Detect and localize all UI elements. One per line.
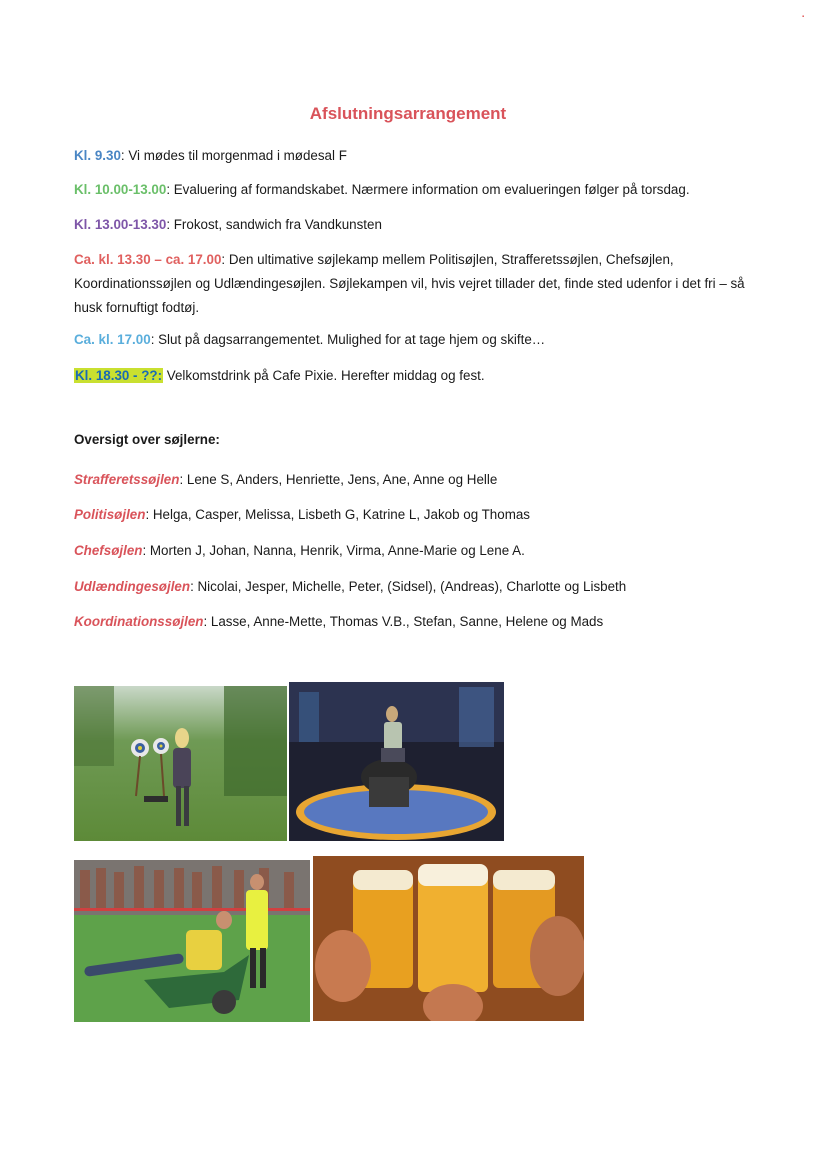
team-members: : Helga, Casper, Melissa, Lisbeth G, Katrine L, Jakob og Thomas — [145, 507, 530, 522]
team-row — [74, 503, 754, 527]
team-row — [74, 575, 754, 599]
document-title: Afslutningsarrangement — [309, 104, 507, 123]
schedule-time: Ca. kl. 13.30 – ca. 17.00 — [74, 252, 222, 267]
scan-mark: ▪ — [802, 14, 805, 20]
team-name: Chefsøjlen — [74, 543, 143, 558]
schedule-item — [74, 213, 754, 237]
schedule-text: Velkomstdrink på Cafe Pixie. Herefter middag og fest. — [163, 368, 485, 383]
team-members: : Morten J, Johan, Nanna, Henrik, Virma, Anne-Marie og Lene A. — [142, 543, 525, 558]
schedule-item — [74, 328, 754, 352]
team-members: : Nicolai, Jesper, Michelle, Peter, (Sidsel), (Andreas), Charlotte og Lisbeth — [190, 579, 627, 594]
schedule-time: Kl. 10.00-13.00 — [74, 182, 167, 197]
schedule-time: Kl. 9.30 — [74, 148, 121, 163]
team-name: Politisøjlen — [74, 507, 146, 522]
photo-beer-toast — [313, 856, 584, 1021]
team-row — [74, 610, 754, 634]
schedule-text: : Frokost, sandwich fra Vandkunsten — [166, 217, 382, 232]
overview-heading: Oversigt over søjlerne: — [74, 432, 220, 447]
schedule-item — [74, 364, 754, 388]
schedule-time: Kl. 13.00-13.30 — [74, 217, 167, 232]
schedule-item — [74, 178, 754, 202]
schedule-text: : Vi mødes til morgenmad i mødesal F — [120, 148, 347, 163]
schedule-time-highlight: Kl. 18.30 - ??: — [75, 368, 163, 383]
schedule-item — [74, 248, 754, 320]
team-name: Udlændingesøjlen — [74, 579, 191, 594]
team-name: Strafferetssøjlen — [74, 472, 180, 487]
team-row — [74, 468, 754, 492]
team-members: : Lasse, Anne-Mette, Thomas V.B., Stefan, Sanne, Helene og Mads — [203, 614, 604, 629]
photo-wheelbarrow — [74, 860, 310, 1022]
photo-mechanical-bull — [289, 682, 504, 841]
team-members: : Lene S, Anders, Henriette, Jens, Ane, Anne og Helle — [179, 472, 498, 487]
schedule-text: : Slut på dagsarrangementet. Mulighed for at tage hjem og skifte… — [150, 332, 546, 347]
schedule-text: : Evaluering af formandskabet. Nærmere information om evalueringen følger på torsdag. — [166, 182, 690, 197]
photo-archery — [74, 686, 287, 841]
schedule-time: Ca. kl. 17.00 — [74, 332, 151, 347]
schedule-text: : Den ultimative søjlekamp mellem Politisøjlen, Strafferetssøjlen, Chefsøjlen, Koordinationssøjlen og Udlændingesøjlen. Søjlekampen vil, hvis vejret tillader det, finde sted udenfor i det fri – så husk fornuftigt fodtøj. — [74, 252, 745, 315]
team-row — [74, 539, 754, 563]
team-name: Koordinationssøjlen — [74, 614, 204, 629]
schedule-item — [74, 144, 754, 168]
